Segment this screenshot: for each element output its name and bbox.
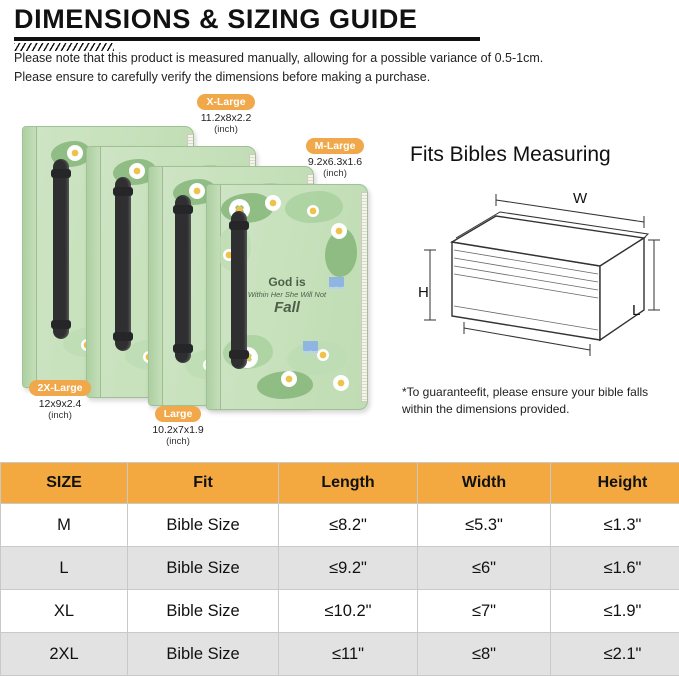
carry-handle bbox=[175, 195, 191, 363]
cell-size: L bbox=[1, 547, 128, 590]
callout-2xlarge-dims: 12x9x2.4 bbox=[10, 398, 110, 410]
measurement-note-line2: Please ensure to carefully verify the dimensions before making a purchase. bbox=[14, 70, 430, 84]
bible-measurement-diagram bbox=[404, 188, 666, 378]
cell-length: ≤11" bbox=[279, 633, 418, 676]
cell-size: M bbox=[1, 504, 128, 547]
cell-fit: Bible Size bbox=[128, 547, 279, 590]
callout-mlarge-unit: (inch) bbox=[282, 168, 388, 179]
table-row bbox=[1, 590, 679, 633]
cover-line-1: God is bbox=[207, 275, 367, 290]
hatch-decoration bbox=[14, 43, 114, 51]
callout-large bbox=[126, 404, 230, 447]
cell-height: ≤1.6" bbox=[551, 547, 679, 590]
table-header-row bbox=[1, 463, 679, 504]
cell-width: ≤8" bbox=[418, 633, 551, 676]
callout-2xlarge-unit: (inch) bbox=[10, 410, 110, 421]
cell-height: ≤1.3" bbox=[551, 504, 679, 547]
column-header-fit: Fit bbox=[128, 463, 279, 504]
cell-size: XL bbox=[1, 590, 128, 633]
cell-length: ≤10.2" bbox=[279, 590, 418, 633]
title-underline bbox=[14, 37, 480, 41]
callout-large-dims: 10.2x7x1.9 bbox=[126, 424, 230, 436]
product-illustration bbox=[0, 88, 679, 456]
measurement-note-line1: Please note that this product is measured manually, allowing for a possible variance of 0.5-1cm. bbox=[14, 51, 543, 65]
callout-xlarge-dims: 11.2x8x2.2 bbox=[178, 112, 274, 124]
callout-xlarge bbox=[178, 92, 274, 135]
diagram-width-label: W bbox=[573, 190, 587, 207]
cell-fit: Bible Size bbox=[128, 633, 279, 676]
column-header-height: Height bbox=[551, 463, 679, 504]
cell-width: ≤6" bbox=[418, 547, 551, 590]
column-header-width: Width bbox=[418, 463, 551, 504]
column-header-size: SIZE bbox=[1, 463, 128, 504]
callout-mlarge bbox=[282, 136, 388, 179]
cell-width: ≤5.3" bbox=[418, 504, 551, 547]
callout-mlarge-dims: 9.2x6.3x1.6 bbox=[282, 156, 388, 168]
cover-spine bbox=[149, 167, 163, 405]
callout-large-label: Large bbox=[155, 406, 202, 422]
page-title: DIMENSIONS & SIZING GUIDE bbox=[14, 4, 418, 35]
callout-2xlarge bbox=[10, 378, 110, 421]
carry-handle bbox=[115, 177, 131, 351]
cover-line-3: Fall bbox=[207, 299, 367, 318]
fits-bibles-heading: Fits Bibles Measuring bbox=[410, 143, 611, 167]
cell-fit: Bible Size bbox=[128, 590, 279, 633]
callout-mlarge-label: M-Large bbox=[306, 138, 365, 154]
carry-handle bbox=[53, 159, 69, 339]
cell-length: ≤8.2" bbox=[279, 504, 418, 547]
column-header-length: Length bbox=[279, 463, 418, 504]
cell-height: ≤1.9" bbox=[551, 590, 679, 633]
diagram-length-label: L bbox=[632, 302, 640, 319]
cell-width: ≤7" bbox=[418, 590, 551, 633]
table-row bbox=[1, 504, 679, 547]
cover-inscription bbox=[207, 275, 367, 318]
bible-cover-mlarge bbox=[206, 184, 368, 410]
callout-large-unit: (inch) bbox=[126, 436, 230, 447]
callout-xlarge-label: X-Large bbox=[197, 94, 254, 110]
callout-xlarge-unit: (inch) bbox=[178, 124, 274, 135]
cover-spine bbox=[23, 127, 37, 387]
cell-fit: Bible Size bbox=[128, 504, 279, 547]
cover-spine bbox=[87, 147, 101, 397]
diagram-height-label: H bbox=[418, 284, 429, 301]
table-row bbox=[1, 547, 679, 590]
guarantee-note: *To guaranteefit, please ensure your bible falls within the dimensions provided. bbox=[402, 384, 664, 419]
callout-2xlarge-label: 2X-Large bbox=[29, 380, 92, 396]
size-table bbox=[0, 462, 679, 676]
table-row bbox=[1, 633, 679, 676]
cover-line-2: Within Her She Will Not bbox=[207, 290, 367, 299]
cell-size: 2XL bbox=[1, 633, 128, 676]
cell-height: ≤2.1" bbox=[551, 633, 679, 676]
cell-length: ≤9.2" bbox=[279, 547, 418, 590]
